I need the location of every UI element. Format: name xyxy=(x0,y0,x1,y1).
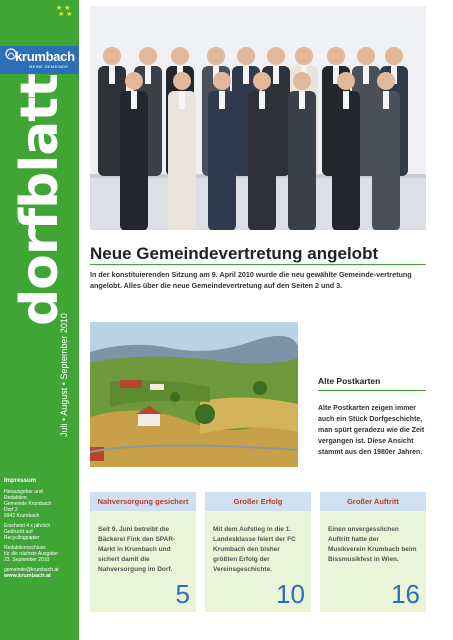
teaser-page-number: 5 xyxy=(175,579,190,609)
teaser-grosser-erfolg[interactable] xyxy=(205,492,311,612)
person-figure xyxy=(248,72,276,230)
impressum-heading: Impressum xyxy=(4,478,37,484)
person-figure xyxy=(332,72,360,230)
teaser-nahversorgung[interactable] xyxy=(90,492,196,612)
headline-divider xyxy=(90,264,426,265)
masthead-title: dorfblatt xyxy=(10,73,70,327)
council-group-photo xyxy=(90,6,426,230)
stars-decoration: ★ ★ ★ ★ xyxy=(56,5,73,18)
postcards-title: Alte Postkarten xyxy=(318,376,381,386)
person-figure xyxy=(208,72,236,230)
person-figure xyxy=(120,72,148,230)
postcards-divider xyxy=(318,390,426,391)
postcards-text: Alte Postkarten zeigen immer auch ein Stück Dorfgeschichte, man spürt geradezu wie die Zeit vergangen ist. Diese Ansicht stammt aus den 1980er Jahren. xyxy=(318,405,425,456)
teaser-text: Einen unvergesslichen Auftritt hatte der Musikverein Krumbach beim Bissmusikfest in Wien. xyxy=(328,526,417,563)
person-figure xyxy=(168,72,196,230)
logo-subtitle: MEINE GEMEINDE xyxy=(29,64,69,69)
logo-text: krumbach xyxy=(15,49,75,64)
lead-text: In der konstituierenden Sitzung am 9. April 2010 wurde die neu gewählte Gemeinde-vertretung angelobt. Alles über die neue Gemeindevertretung auf den Seiten 2 und 3. xyxy=(90,270,412,290)
impressum-frequency: Erscheint 4 x jährlich Gedruckt auf Recyclingpapier xyxy=(4,523,51,541)
person-figure xyxy=(372,72,400,230)
headline: Neue Gemeindevertretung angelobt xyxy=(90,244,379,263)
teaser-heading: Großer Erfolg xyxy=(205,492,311,511)
impressum-publisher: Herausgeber und Redaktion: Gemeinde Krumbach Dorf 2 6942 Krumbach xyxy=(4,489,52,519)
impressum-website[interactable]: www.krumbach.at xyxy=(4,573,51,579)
teaser-text: Mit dem Aufstieg in die 1. Landesklasse feiert der FC Krumbach den bisher größten Erfolg der Vereinsgeschichte. xyxy=(213,526,296,573)
teaser-heading: Großer Auftritt xyxy=(320,492,426,511)
teaser-page-number: 16 xyxy=(391,579,420,609)
teaser-text: Seit 9. Juni betreibt die Bäckerei Fink den SPAR-Markt in Krumbach und sichert damit die Nahversorgung im Dorf. xyxy=(98,526,176,573)
teaser-heading: Nahversorgung gesichert xyxy=(90,492,196,511)
impressum-email[interactable]: gemeinde@krumbach.at xyxy=(4,567,59,573)
teaser-grosser-auftritt[interactable] xyxy=(320,492,426,612)
impressum-deadline: Redaktionsschluss für die nächste Ausgabe: 23. September 2010 xyxy=(4,545,60,563)
postcard-landscape-image xyxy=(90,322,298,467)
person-figure xyxy=(288,72,316,230)
impressum xyxy=(4,478,76,579)
issue-date: Juli • August • September 2010 xyxy=(59,313,69,437)
teaser-page-number: 10 xyxy=(276,579,305,609)
